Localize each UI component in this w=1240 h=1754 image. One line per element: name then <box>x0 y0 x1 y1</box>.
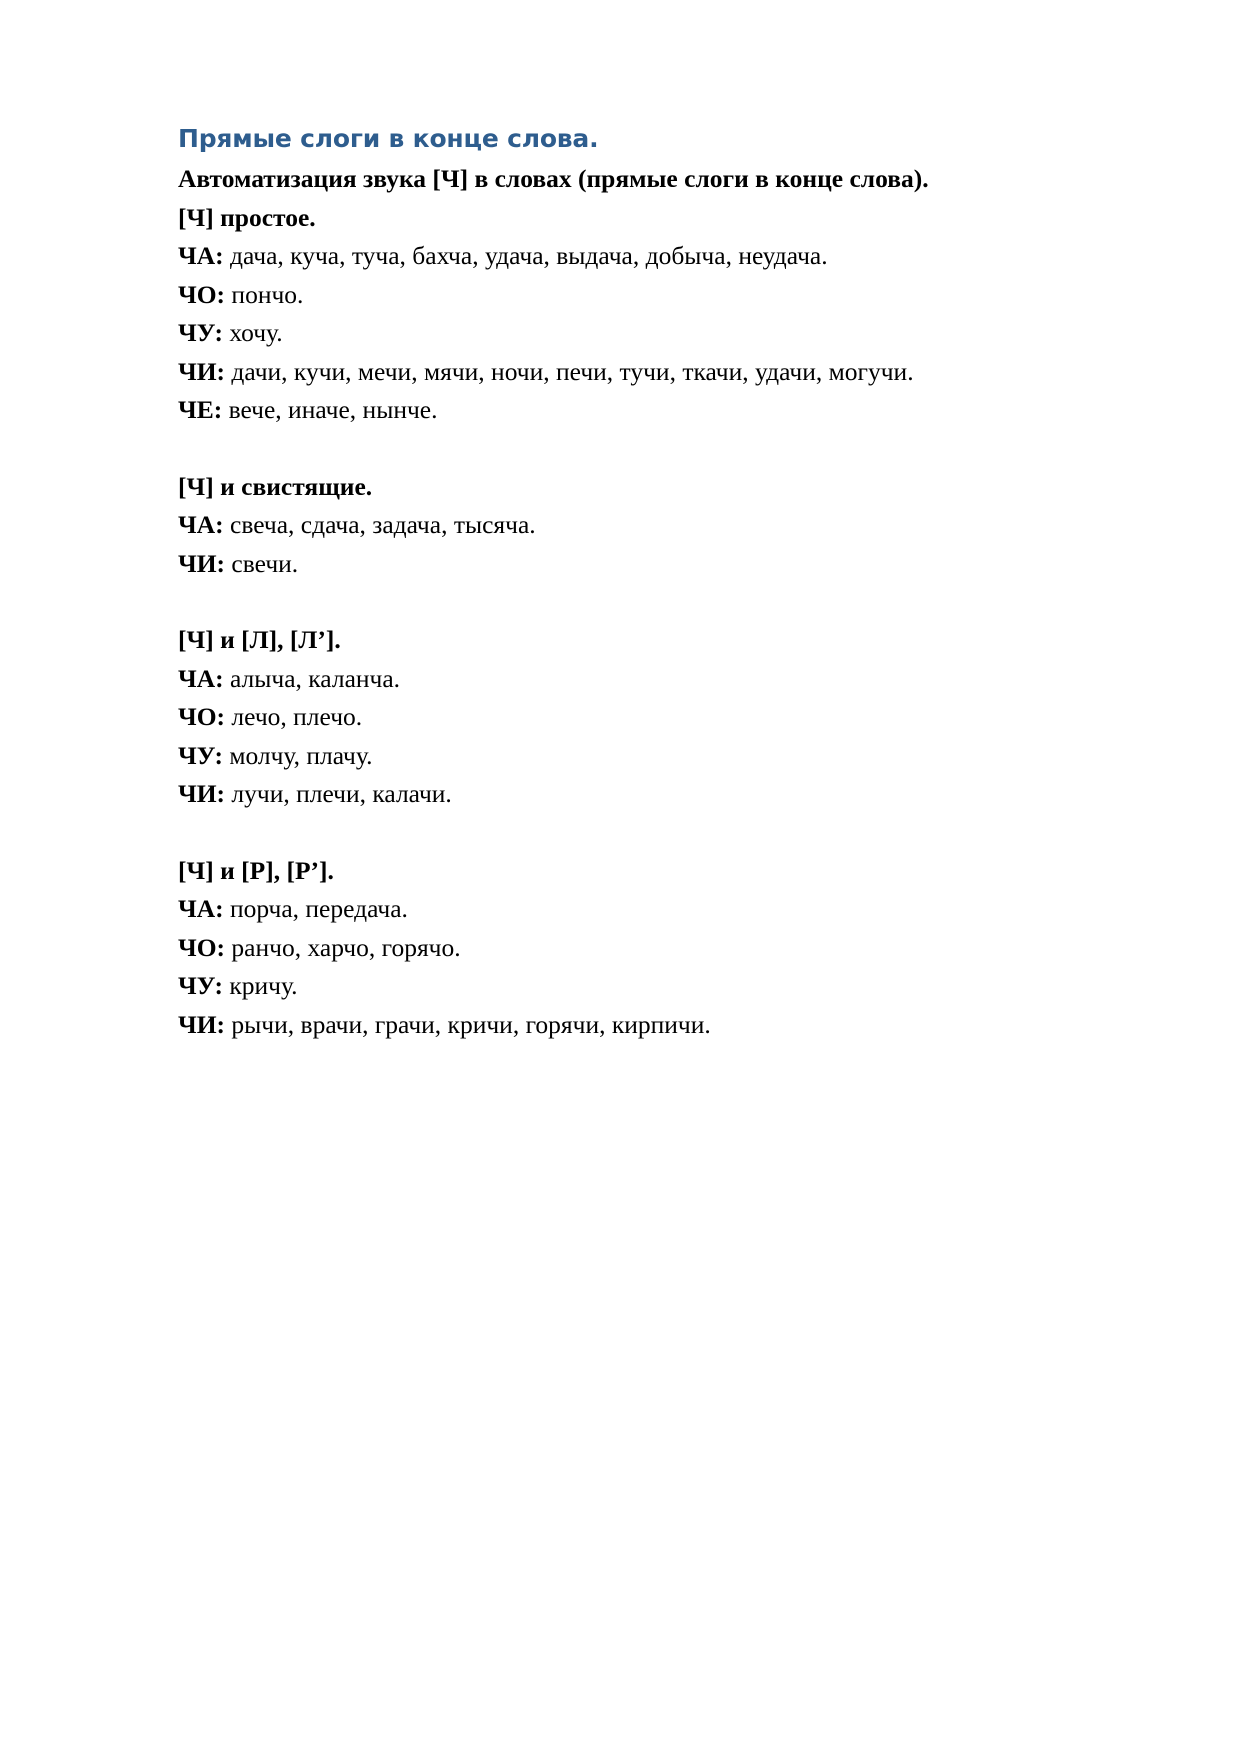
word-list: дачи, кучи, мечи, мячи, ночи, печи, тучи, ткачи, удачи, могучи. <box>225 356 914 386</box>
section-heading: [Ч] и [Р], [Р’]. <box>178 855 334 885</box>
section-ch-whistling <box>178 468 1098 584</box>
syllable-label: ЧЕ: <box>178 395 223 424</box>
word-list: рычи, врачи, грачи, кричи, горячи, кирпичи. <box>225 1009 711 1039</box>
syllable-row <box>178 698 1098 737</box>
syllable-label: ЧА: <box>178 663 224 693</box>
syllable-row <box>178 775 1098 814</box>
word-list: кричу. <box>222 971 298 1000</box>
syllable-label: ЧИ: <box>178 779 226 808</box>
word-list: дача, куча, туча, бахча, удача, выдача, добыча, неудача. <box>223 241 828 270</box>
word-list: вече, иначе, нынче. <box>222 395 438 424</box>
section-ch-simple <box>178 199 1098 430</box>
syllable-row <box>178 314 1098 353</box>
syllable-label: ЧУ: <box>178 971 223 1000</box>
syllable-row <box>178 391 1098 430</box>
syllable-label: ЧУ: <box>178 740 223 770</box>
section-ch-l <box>178 621 1098 814</box>
word-list: алыча, каланча. <box>223 663 401 693</box>
syllable-row <box>178 353 1098 392</box>
document-subtitle: Автоматизация звука [Ч] в словах (прямые слоги в конце слова). <box>178 164 929 193</box>
word-list: хочу. <box>222 318 283 347</box>
section-heading: [Ч] простое. <box>178 202 316 232</box>
syllable-row <box>178 737 1098 776</box>
word-list: молчу, плачу. <box>222 740 373 770</box>
syllable-label: ЧИ: <box>178 548 226 578</box>
syllable-row <box>178 967 1098 1006</box>
syllable-label: ЧО: <box>178 932 226 962</box>
syllable-row <box>178 545 1098 584</box>
syllable-label: ЧА: <box>178 510 224 539</box>
word-list: ранчо, харчо, горячо. <box>225 932 461 962</box>
document-page <box>178 118 1098 1044</box>
word-list: свеча, сдача, задача, тысяча. <box>223 510 536 539</box>
section-ch-r <box>178 852 1098 1045</box>
word-list: свечи. <box>225 548 299 578</box>
syllable-row <box>178 660 1098 699</box>
document-title: Прямые слоги в конце слова. <box>178 124 599 153</box>
word-list: лечо, плечо. <box>225 702 363 731</box>
syllable-label: ЧУ: <box>178 318 223 347</box>
section-heading: [Ч] и [Л], [Л’]. <box>178 625 341 654</box>
word-list: лучи, плечи, калачи. <box>225 779 452 808</box>
syllable-label: ЧА: <box>178 241 224 270</box>
word-list: порча, передача. <box>223 894 408 923</box>
section-heading: [Ч] и свистящие. <box>178 471 373 501</box>
syllable-label: ЧА: <box>178 894 224 923</box>
syllable-label: ЧО: <box>178 702 226 731</box>
syllable-row <box>178 929 1098 968</box>
syllable-row <box>178 1006 1098 1045</box>
word-list: пончо. <box>225 279 304 309</box>
syllable-label: ЧИ: <box>178 1009 226 1039</box>
syllable-label: ЧИ: <box>178 356 226 386</box>
syllable-row <box>178 237 1098 276</box>
syllable-row <box>178 506 1098 545</box>
syllable-row <box>178 890 1098 929</box>
syllable-row <box>178 276 1098 315</box>
syllable-label: ЧО: <box>178 279 226 309</box>
